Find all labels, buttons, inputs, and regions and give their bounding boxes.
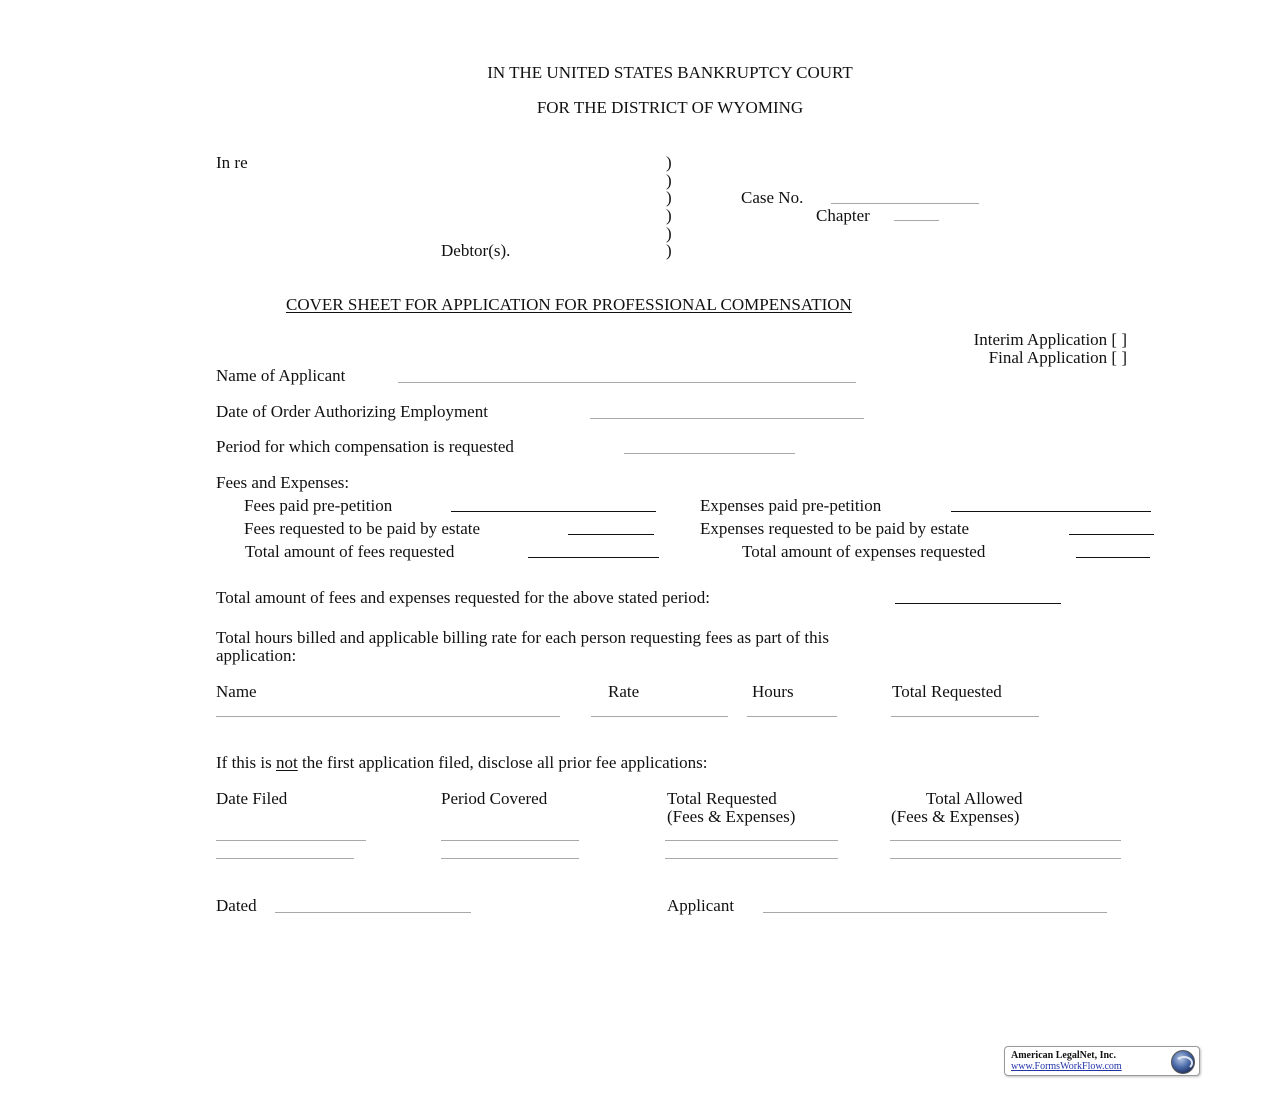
in-re-label: In re xyxy=(216,153,248,172)
expenses-requested-estate-field[interactable] xyxy=(1069,534,1154,535)
globe-icon xyxy=(1171,1050,1195,1074)
dated-label: Dated xyxy=(216,896,257,915)
total-fees-requested-field[interactable] xyxy=(528,557,659,558)
billing-rate-field[interactable] xyxy=(591,716,728,717)
prior-total-requested-field[interactable] xyxy=(665,840,838,841)
interim-application-checkbox[interactable]: Interim Application [ ] xyxy=(973,330,1127,349)
expenses-requested-estate-label: Expenses requested to be paid by estate xyxy=(700,519,970,538)
case-no-field[interactable] xyxy=(831,203,979,204)
prior-column-date-filed: Date Filed xyxy=(216,789,288,808)
expenses-paid-pre-petition-field[interactable] xyxy=(951,511,1151,512)
billing-name-field[interactable] xyxy=(216,716,560,717)
prior-total-allowed-field[interactable] xyxy=(890,858,1121,859)
case-no-label: Case No. xyxy=(741,188,804,207)
logo-company-name: American LegalNet, Inc. xyxy=(1011,1050,1116,1061)
billing-total-field[interactable] xyxy=(891,716,1039,717)
debtor-label: Debtor(s). xyxy=(441,241,511,260)
paren: ) xyxy=(666,153,672,172)
final-application-checkbox[interactable]: Final Application [ ] xyxy=(988,348,1127,367)
total-fees-requested-label: Total amount of fees requested xyxy=(245,542,455,561)
prior-period-covered-field[interactable] xyxy=(441,858,579,859)
chapter-label: Chapter xyxy=(816,206,870,225)
paren: ) xyxy=(666,171,672,190)
total-expenses-requested-label: Total amount of expenses requested xyxy=(742,542,986,561)
fees-paid-pre-petition-field[interactable] xyxy=(451,511,656,512)
name-of-applicant-label: Name of Applicant xyxy=(216,366,346,385)
billing-hours-field[interactable] xyxy=(747,716,837,717)
prior-date-filed-field[interactable] xyxy=(216,840,366,841)
prior-period-covered-field[interactable] xyxy=(441,840,579,841)
intro-emphasis-not: not xyxy=(275,753,298,772)
applicant-label: Applicant xyxy=(667,896,735,915)
prior-column-period-covered: Period Covered xyxy=(441,789,548,808)
date-of-order-field[interactable] xyxy=(590,418,864,419)
intro-text: the first application filed, disclose all prior fee applications: xyxy=(297,753,708,772)
paren: ) xyxy=(666,224,672,243)
billing-column-name: Name xyxy=(216,682,257,701)
form-title: COVER SHEET FOR APPLICATION FOR PROFESSIONAL COMPENSATION xyxy=(286,295,852,314)
court-name-line1: IN THE UNITED STATES BANKRUPTCY COURT xyxy=(487,63,853,82)
total-fees-and-expenses-label: Total amount of fees and expenses requested for the above stated period: xyxy=(216,588,710,607)
date-of-order-label: Date of Order Authorizing Employment xyxy=(216,402,488,421)
billing-column-rate: Rate xyxy=(608,682,640,701)
period-field[interactable] xyxy=(624,453,795,454)
prior-total-requested-field[interactable] xyxy=(665,858,838,859)
prior-column-total-allowed: Total Allowed xyxy=(926,789,1023,808)
footer-logo[interactable] xyxy=(1004,1046,1200,1076)
billing-column-total-requested: Total Requested xyxy=(892,682,1002,701)
intro-text: If this is xyxy=(216,753,276,772)
chapter-field[interactable] xyxy=(894,220,939,221)
total-expenses-requested-field[interactable] xyxy=(1076,557,1150,558)
prior-date-filed-field[interactable] xyxy=(216,858,354,859)
applicant-signature-field[interactable] xyxy=(763,912,1107,913)
fees-paid-pre-petition-label: Fees paid pre-petition xyxy=(244,496,393,515)
prior-column-total-requested-sub: (Fees & Expenses) xyxy=(667,807,796,826)
total-fees-and-expenses-field[interactable] xyxy=(895,603,1061,604)
fees-requested-estate-label: Fees requested to be paid by estate xyxy=(244,519,481,538)
logo-url-link[interactable]: www.FormsWorkFlow.com xyxy=(1011,1061,1122,1072)
fees-requested-estate-field[interactable] xyxy=(568,534,654,535)
fees-expenses-heading: Fees and Expenses: xyxy=(216,473,350,492)
prior-applications-intro xyxy=(216,754,707,771)
billing-intro-line2: application: xyxy=(216,646,297,665)
paren: ) xyxy=(666,188,672,207)
court-district-line2: FOR THE DISTRICT OF WYOMING xyxy=(536,98,804,117)
name-of-applicant-field[interactable] xyxy=(398,382,856,383)
expenses-paid-pre-petition-label: Expenses paid pre-petition xyxy=(700,496,882,515)
period-label: Period for which compensation is requested xyxy=(216,437,514,456)
prior-total-allowed-field[interactable] xyxy=(890,840,1121,841)
billing-column-hours: Hours xyxy=(752,682,794,701)
dated-field[interactable] xyxy=(275,912,471,913)
billing-intro-line1: Total hours billed and applicable billing rate for each person requesting fees as part of this xyxy=(216,628,829,647)
prior-column-total-requested: Total Requested xyxy=(667,789,777,808)
paren: ) xyxy=(666,241,672,260)
paren: ) xyxy=(666,206,672,225)
prior-column-total-allowed-sub: (Fees & Expenses) xyxy=(891,807,1020,826)
